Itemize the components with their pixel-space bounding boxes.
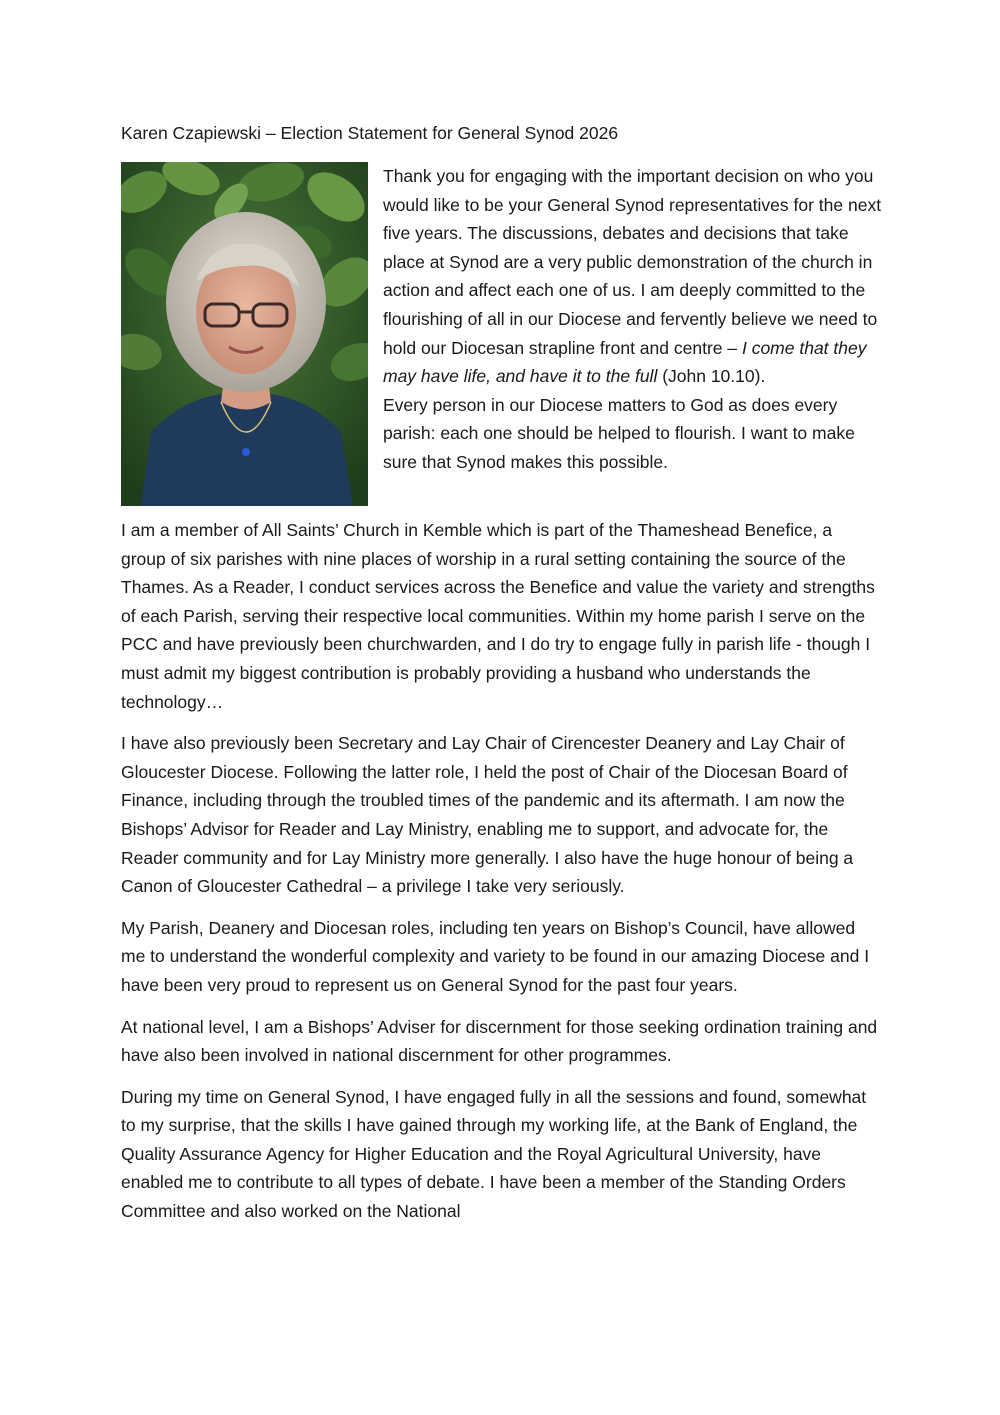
intro-section xyxy=(121,162,881,506)
document-title: Karen Czapiewski – Election Statement for General Synod 2026 xyxy=(121,123,619,143)
paragraph-parish: I am a member of All Saints’ Church in Kemble which is part of the Thameshead Benefice, a group of six parishes with nine places of worship in a rural setting containing the source of the Thames. As a Reader, I conduct services across the Benefice and value the variety and strengths of each Parish, serving their respective local communities. Within my home parish I serve on the PCC and have previously been churchwarden, and I do try to engage fully in parish life - though I must admit my biggest contribution is probably providing a husband who understands the technology… xyxy=(121,520,875,712)
document-page xyxy=(121,120,881,1239)
diocesan-strapline-quote: I come that they may have life, and have it to the full xyxy=(383,337,867,387)
paragraph-general-synod-work: During my time on General Synod, I have engaged fully in all the sessions and found, somewhat to my surprise, that the skills I have gained through my working life, at the Bank of England, the Quality Assurance Agency for Higher Education and the Royal Agricultural University, have enabled me to contribute to all types of debate. I have been a member of the Standing Orders Committee and also worked on the National xyxy=(121,1086,867,1222)
bible-reference: (John 10.10). xyxy=(657,366,766,387)
paragraph-synod-experience: My Parish, Deanery and Diocesan roles, including ten years on Bishop’s Council, have allowed me to understand the wonderful complexity and variety to be found in our amazing Diocese and I have been very proud to represent us on General Synod for the past four years. xyxy=(121,917,870,995)
intro-paragraph-start: Thank you for engaging with the important decision on who you would like to be your General Synod representatives for the next five years. The discussions, debates and decisions that take place at Synod are a very public demonstration of the church in action and affect each one of us. I am deeply committed to the flourishing of all in our Diocese and fervently believe we need to hold our Diocesan strapline front and centre – xyxy=(383,166,882,358)
intro-text xyxy=(383,162,883,477)
paragraph-national-level: At national level, I am a Bishops’ Adviser for discernment for those seeking ordination training and have also been involved in national discernment for other programmes. xyxy=(121,1016,878,1066)
candidate-portrait xyxy=(121,162,368,506)
intro-paragraph-2: Every person in our Diocese matters to God as does every parish: each one should be helped to flourish. I want to make sure that Synod makes this possible. xyxy=(383,394,855,472)
intro-paragraph xyxy=(383,162,883,391)
paragraph-diocesan-roles: I have also previously been Secretary and Lay Chair of Cirencester Deanery and Lay Chair of Gloucester Diocese. Following the latter role, I held the post of Chair of the Diocesan Board of Finance, including through the troubled times of the pandemic and its aftermath. I am now the Bishops’ Advisor for Reader and Lay Ministry, enabling me to support, and advocate for, the Reader community and for Lay Ministry more generally. I also have the huge honour of being a Canon of Gloucester Cathedral – a privilege I take very seriously. xyxy=(121,733,854,897)
